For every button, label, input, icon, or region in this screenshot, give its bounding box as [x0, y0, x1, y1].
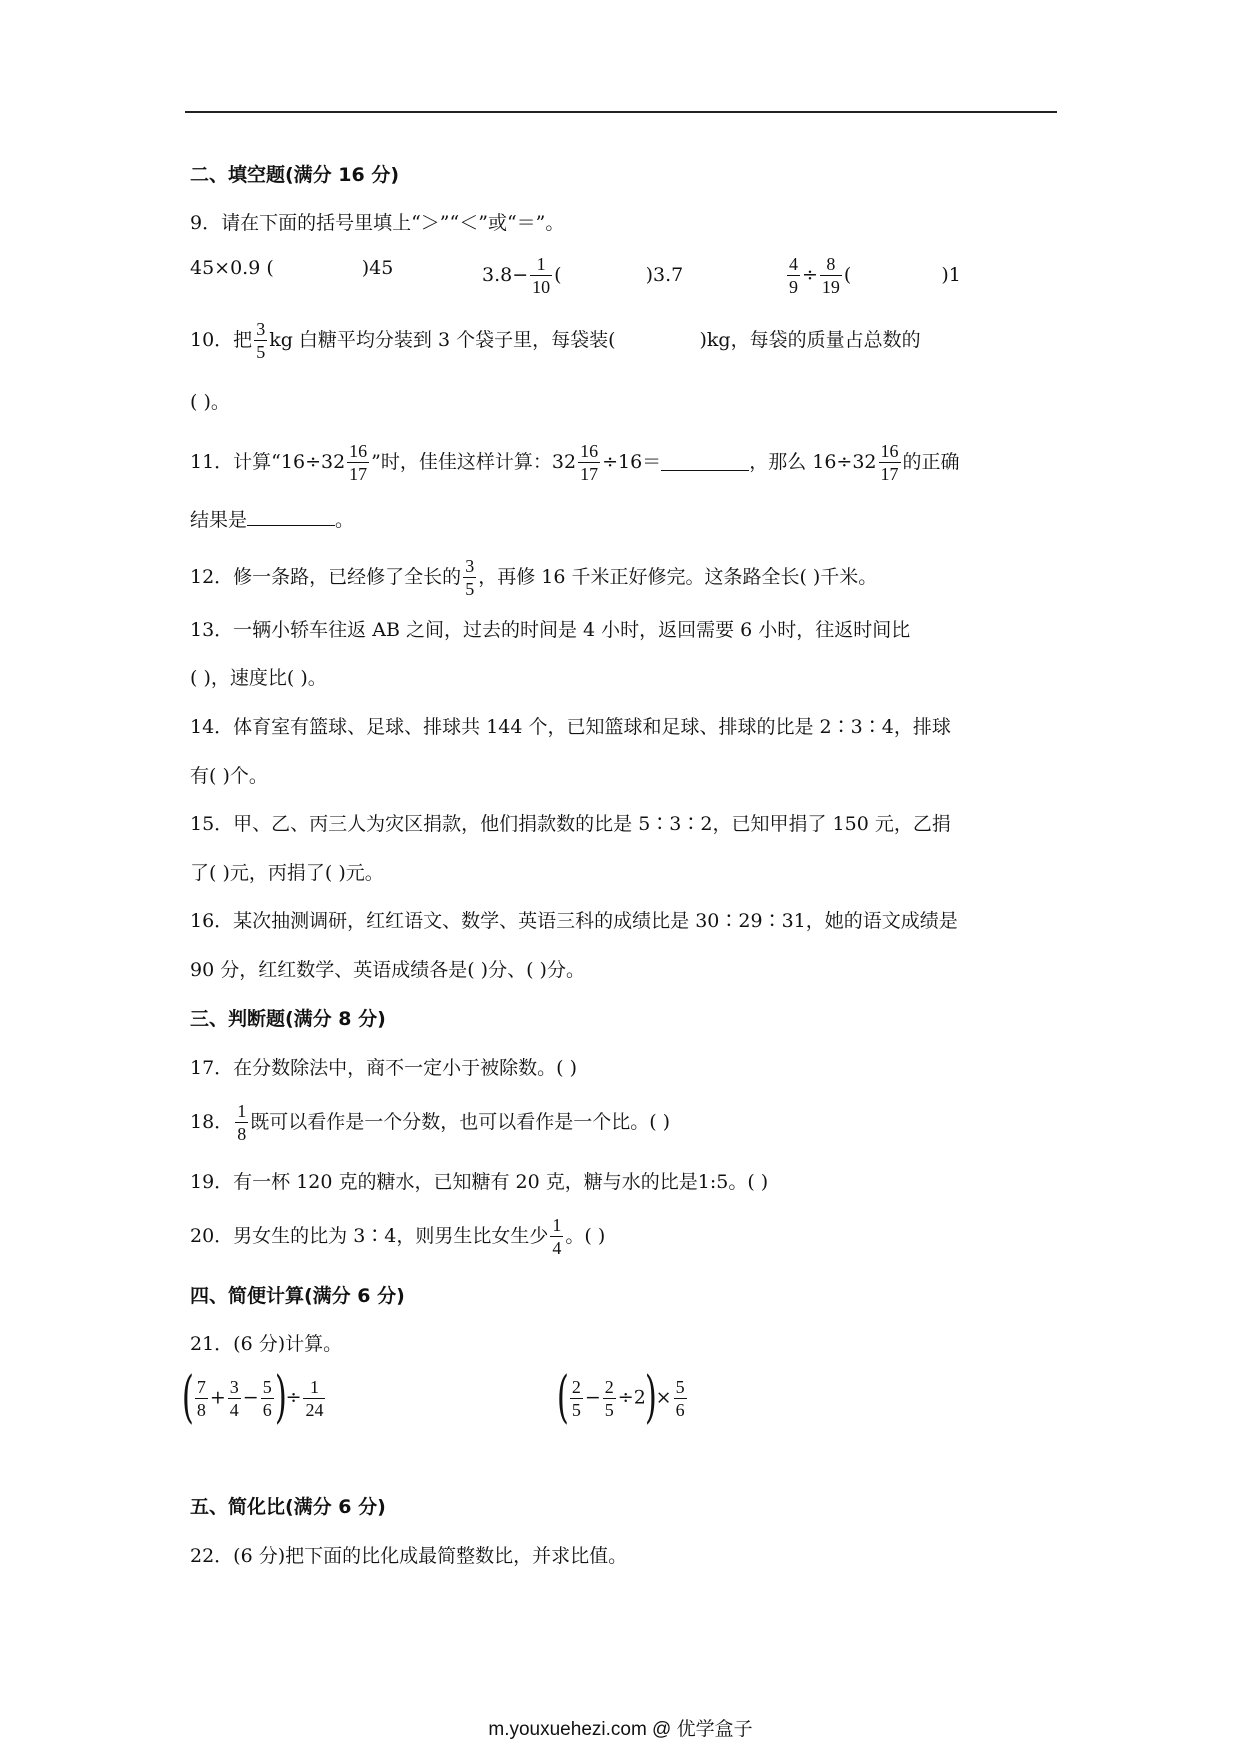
question-21-expression-2: ( $\frac{2}{5}$ − $\frac{2}{5}$ ÷2)× $\frac{5}{6}$	[556, 1365, 685, 1430]
question-12: 12．修一条路，已经修了全长的 $\frac{3}{5}$ ，再修 16 千米正好修完。这条路全长( )千米。	[190, 556, 878, 599]
question-21: 21．(6 分)计算。	[190, 1333, 343, 1355]
header-rule	[185, 111, 1057, 113]
question-11-line2: 结果是 。	[190, 509, 355, 531]
question-20: 20．男女生的比为 3∶4，则男生比女生少 $\frac{1}{4}$ 。( )	[190, 1215, 606, 1258]
question-16-line2: 90 分，红红数学、英语成绩各是( )分、( )分。	[190, 959, 585, 981]
section-title-simplify-ratio: 五、简化比(满分 6 分)	[190, 1496, 386, 1518]
question-9: 9．请在下面的括号里填上“＞”“＜”或“＝”。	[190, 212, 565, 234]
question-9-c: $\frac{4}{9}$ ÷ $\frac{8}{19}$ ( )1	[789, 254, 961, 297]
question-10: 10．把 $\frac{3}{5}$ kg 白糖平均分装到 3 个袋子里，每袋装( )kg，每袋的质量占总数的	[190, 319, 921, 362]
question-19: 19．有一杯 120 克的糖水，已知糖有 20 克，糖与水的比是1:5。( )	[190, 1171, 769, 1193]
question-17: 17．在分数除法中，商不一定小于被除数。( )	[190, 1057, 578, 1079]
question-14: 14．体育室有篮球、足球、排球共 144 个，已知篮球和足球、排球的比是 2∶3∶4，排球	[190, 716, 951, 738]
footer-watermark: m.youxuehezi.com @ 优学盒子	[488, 1719, 753, 1740]
question-16: 16．某次抽测调研，红红语文、数学、英语三科的成绩比是 30∶29∶31，她的语文成绩是	[190, 910, 958, 932]
question-13: 13．一辆小轿车往返 AB 之间，过去的时间是 4 小时，返回需要 6 小时，往返时间比	[190, 619, 911, 641]
question-15: 15．甲、乙、丙三人为灾区捐款，他们捐款数的比是 5∶3∶2，已知甲捐了 150 元，乙捐	[190, 813, 951, 835]
question-11: 11．计算“16÷32 $\frac{16}{17}$ ”时，佳佳这样计算：32 $\frac{16}{17}$ ÷16＝ ，那么 16÷32 $\frac{16}{17}$ 的正确	[190, 441, 960, 484]
section-title-fill-in: 二、填空题(满分 16 分)	[190, 164, 400, 186]
question-21-expression-1: ( $\frac{7}{8}$ + $\frac{3}{4}$ − $\frac{5}{6}$ )÷ $\frac{1}{24}$	[181, 1365, 324, 1430]
question-18: 18． $\frac{1}{8}$ 既可以看作是一个分数，也可以看作是一个比。( )	[190, 1101, 671, 1144]
question-15-line2: 了( )元，丙捐了( )元。	[190, 862, 384, 884]
question-9-b: 3.8− $\frac{1}{10}$ ( )3.7	[482, 254, 684, 297]
question-10-line2: ( )。	[190, 391, 230, 413]
question-13-line2: ( )，速度比( )。	[190, 667, 327, 689]
section-title-simple-calc: 四、简便计算(满分 6 分)	[190, 1285, 405, 1307]
question-14-line2: 有( )个。	[190, 765, 268, 787]
section-title-judgement: 三、判断题(满分 8 分)	[190, 1008, 386, 1030]
question-22: 22．(6 分)把下面的比化成最简整数比，并求比值。	[190, 1545, 628, 1567]
question-9-a: 45×0.9 ( )45	[190, 257, 394, 279]
